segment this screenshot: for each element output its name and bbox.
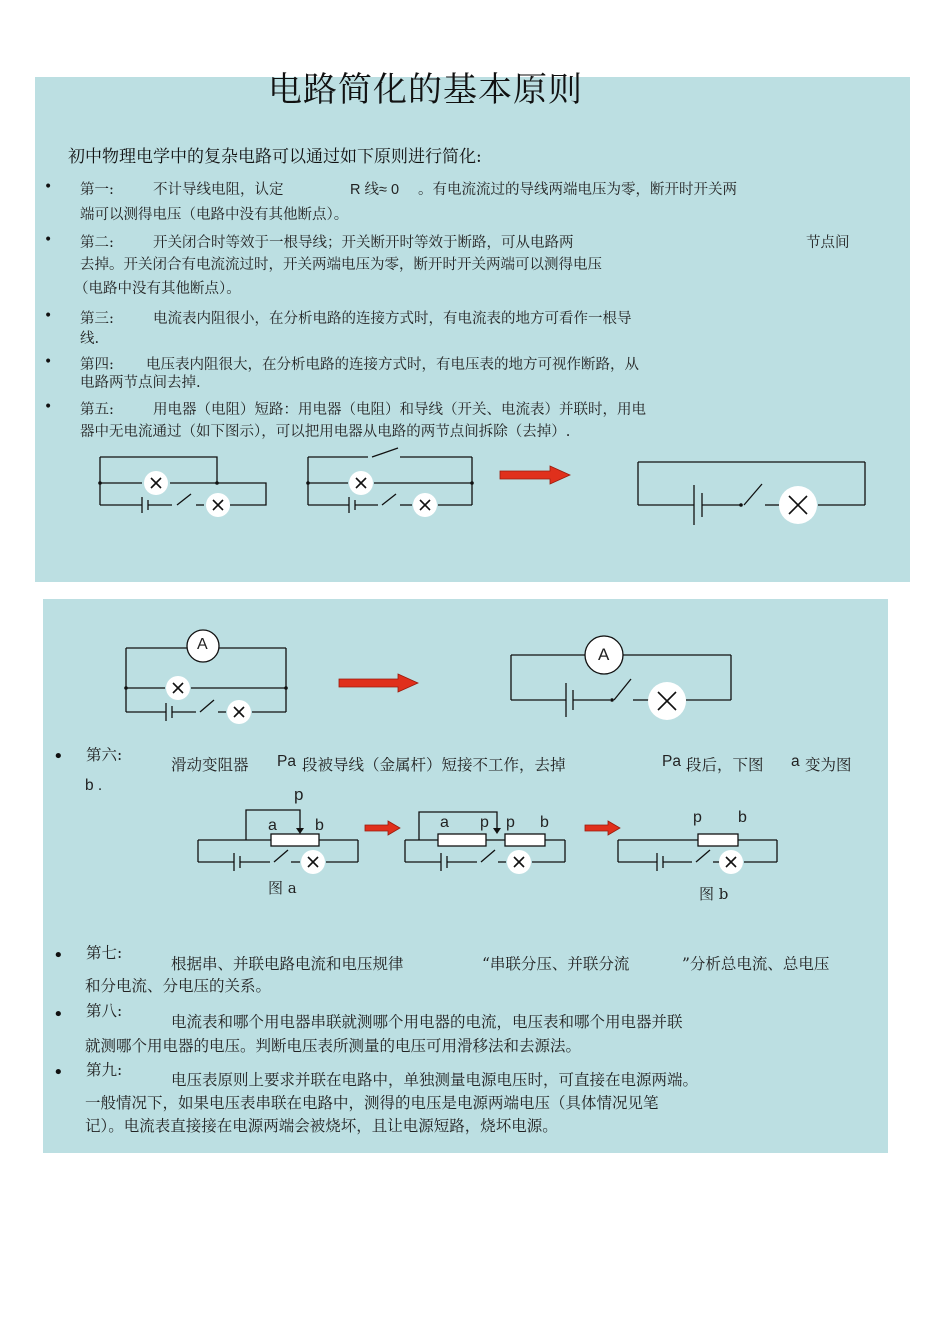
caption-figure-a: 图 a <box>268 879 297 897</box>
rule-8-label: 第八: <box>86 1002 123 1020</box>
bullet-1: • <box>44 179 53 195</box>
label-b: b <box>738 809 747 826</box>
rule-2-line-3: （电路中没有其他断点）。 <box>74 281 241 297</box>
rule-1-text-a: 不计导线电阻，认定 <box>153 182 284 198</box>
rule-2-line-2: 去掉。开关闭合有电流流过时，开关两端电压为零，断开时开关两端可以测得电压 <box>80 257 602 273</box>
rule-2-label: 第二: <box>80 235 114 251</box>
bullet-4: • <box>44 354 53 370</box>
label-p: p <box>693 809 702 826</box>
label-p: p <box>506 814 515 831</box>
bullet-9: • <box>53 1062 64 1083</box>
lamp-icon <box>227 700 251 724</box>
rule-4-label: 第四: <box>80 357 114 373</box>
label-p: p <box>480 814 489 831</box>
bullet-7: • <box>53 945 64 966</box>
rule-1-label: 第一: <box>80 182 114 198</box>
rule-6-text-d: Pa <box>662 753 681 770</box>
bullet-3: • <box>44 308 53 324</box>
bullet-6: • <box>53 746 64 767</box>
arrow-icon <box>339 674 418 692</box>
rule-2-text-b: 节点间 <box>806 235 850 251</box>
arrow-icon <box>585 821 620 835</box>
rule-3-label: 第三: <box>80 311 114 327</box>
bullet-5: • <box>44 399 53 415</box>
rule-9-line-1: 电压表原则上要求并联在电路中，单独测量电源电压时，可直接在电源两端。 <box>171 1071 699 1089</box>
label-p: p <box>294 785 304 804</box>
label-b: b <box>540 814 549 831</box>
caption-figure-b: 图 b <box>699 885 729 903</box>
ammeter-label: A <box>197 636 208 653</box>
rule-5-label: 第五: <box>80 402 114 418</box>
rule-6-text-c: 段被导线（金属杆）短接不工作，去掉 <box>302 756 566 774</box>
rule-4-line-1: 电压表内阻很大，在分析电路的连接方式时，有电压表的地方可视作断路，从 <box>146 357 639 373</box>
lamp-icon <box>166 676 190 700</box>
label-b: b <box>315 817 324 834</box>
rule-3-line-1: 电流表内阻很小，在分析电路的连接方式时，有电流表的地方可看作一根导 <box>153 311 632 327</box>
rule-8-line-2: 就测哪个用电器的电压。判断电压表所测量的电压可用滑移法和去源法。 <box>85 1037 582 1055</box>
rule-7-line-2: 和分电流、分电压的关系。 <box>85 977 272 995</box>
rule-9-line-2: 一般情况下，如果电压表串联在电路中，测得的电压是电源两端电压（具体情况见笔 <box>85 1094 659 1112</box>
lamp-icon <box>507 850 531 874</box>
arrow-icon <box>365 821 400 835</box>
rule-2-text-a: 开关闭合时等效于一根导线；开关断开时等效于断路，可从电路两 <box>153 235 574 251</box>
rule-7-label: 第七: <box>86 944 123 962</box>
rule-6-text-a: 滑动变阻器 <box>171 756 249 774</box>
page-title: 电路简化的基本原则 <box>268 70 583 110</box>
rule-9-label: 第九: <box>86 1061 123 1079</box>
lamp-icon <box>648 682 686 720</box>
rule-9-line-3: 记）。电流表直接接在电源两端会被烧坏，且让电源短路，烧坏电源。 <box>85 1117 558 1135</box>
label-a: a <box>440 814 449 831</box>
rule-6-text-e: 段后，下图 <box>686 756 764 774</box>
ammeter-label: A <box>598 645 610 664</box>
rule-6-text-b: Pa <box>277 753 296 770</box>
rule-3-line-2: 线. <box>80 331 100 347</box>
rule-6-text-f: a <box>791 753 800 770</box>
rule-7-text-a: 根据串、并联电路电流和电压规律 <box>171 955 404 973</box>
rule-5-line-1: 用电器（电阻）短路：用电器（电阻）和导线（开关、电流表）并联时，用电 <box>153 402 646 418</box>
rule-8-line-1: 电流表和哪个用电器串联就测哪个用电器的电流，电压表和哪个用电器并联 <box>171 1013 683 1031</box>
lamp-icon <box>719 850 743 874</box>
rule-6-text-g: 变为图 <box>805 756 852 774</box>
bullet-2: • <box>44 232 53 248</box>
rule-6-label: 第六: <box>86 746 123 764</box>
rule-7-text-c: ”分析总电流、总电压 <box>682 955 830 973</box>
lamp-icon <box>301 850 325 874</box>
rule-1-text-c: 。有电流流过的导线两端电压为零，断开时开关两 <box>418 182 737 198</box>
rule-1-text-b: R 线≈ 0 <box>350 182 400 198</box>
rule-1-line-2: 端可以测得电压（电路中没有其他断点）。 <box>80 207 349 223</box>
rule-5-line-2: 器中无电流通过（如下图示），可以把用电器从电路的两节点间拆除（去掉）. <box>80 424 571 440</box>
rule-7-text-b: “串联分压、并联分流 <box>482 955 630 973</box>
intro-text: 初中物理电学中的复杂电路可以通过如下原则进行简化: <box>68 147 482 167</box>
rule-6-line-2: b . <box>85 777 103 794</box>
label-a: a <box>268 817 277 834</box>
bullet-8: • <box>53 1004 64 1025</box>
rule-4-line-2: 电路两节点间去掉. <box>80 375 201 391</box>
